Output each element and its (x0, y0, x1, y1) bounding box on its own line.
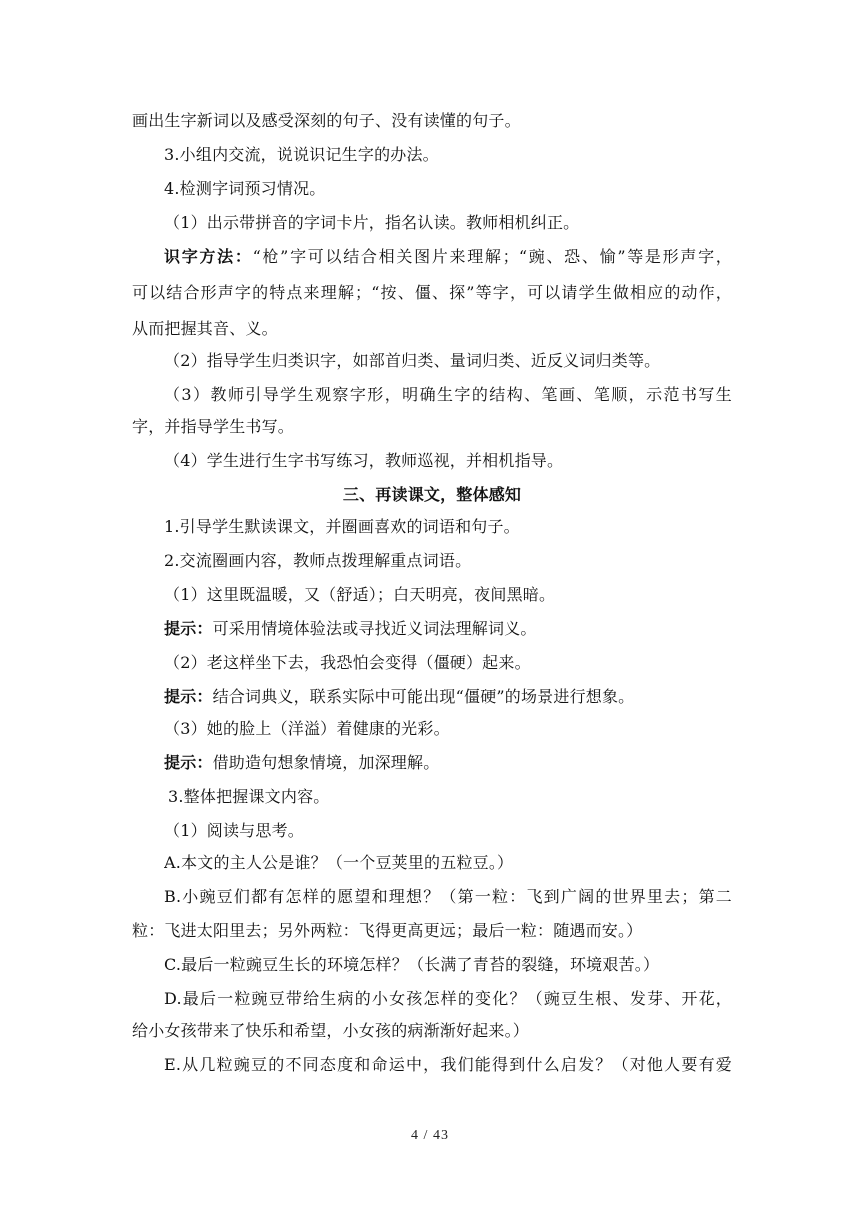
text-line: 画出生字新词以及感受深刻的句子、没有读懂的句子。 (132, 111, 521, 130)
text-line (164, 686, 732, 708)
text-line: （2）老这样坐下去，我恐怕会变得（僵硬）起来。 (164, 653, 531, 672)
hint-label: 提示： (164, 619, 213, 638)
hint-label: 提示： (164, 687, 213, 706)
method-text: “枪”字可以结合相关图片来理解；“豌、恐、愉”等是形声字， (252, 247, 732, 266)
text-line: 4.检测字词预习情况。 (164, 179, 326, 198)
text-line: 3.小组内交流，说说识记生字的办法。 (164, 145, 439, 164)
hint-text: 结合词典义，联系实际中可能出现“僵硬”的场景进行想象。 (212, 687, 635, 706)
text-line: A.本文的主人公是谁？（一个豆荚里的五粒豆。） (164, 853, 514, 872)
section-heading: 三、再读课文，整体感知 (342, 485, 522, 504)
hint-label: 提示： (164, 753, 213, 772)
text-line: E.从几粒豌豆的不同态度和命运中，我们能得到什么启发？（对他人要有爱 (164, 1055, 732, 1074)
text-line: 字，并指导学生书写。 (132, 417, 295, 436)
page-number-footer (0, 1128, 860, 1144)
text-line: 粒：飞进太阳里去；另外两粒：飞得更高更远；最后一粒：随遇而安。） (132, 921, 643, 940)
text-line: 可以结合形声字的特点来理解；“按、僵、探”等字，可以请学生做相应的动作， (132, 283, 732, 302)
text-line: 1.引导学生默读课文，并圈画喜欢的词语和句子。 (164, 517, 520, 536)
total-pages: 43 (432, 1128, 449, 1143)
text-line: 2.交流圈画内容，教师点拨理解重点词语。 (164, 551, 472, 570)
method-label: 识字方法： (164, 247, 253, 266)
text-line: B.小豌豆们都有怎样的愿望和理想？（第一粒：飞到广阔的世界里去；第二 (164, 887, 732, 906)
text-line: （3）她的脸上（洋溢）着健康的光彩。 (164, 719, 450, 738)
page-separator: / (423, 1128, 429, 1143)
text-line: （1）阅读与思考。 (164, 821, 304, 840)
current-page: 4 (411, 1128, 420, 1143)
text-line: 给小女孩带来了快乐和希望，小女孩的病渐渐好起来。） (132, 1021, 530, 1040)
text-line: D.最后一粒豌豆带给生病的小女孩怎样的变化？（豌豆生根、发芽、开花， (164, 989, 732, 1008)
text-line: 从而把握其音、义。 (132, 319, 278, 338)
hint-text: 借助造句想象情境，加深理解。 (212, 753, 440, 772)
text-line: （3）教师引导学生观察字形，明确生字的结构、笔画、笔顺，示范书写生 (164, 385, 732, 404)
text-line: 3.整体把握课文内容。 (168, 787, 330, 806)
text-line: （1）出示带拼音的字词卡片，指名认读。教师相机纠正。 (164, 213, 580, 232)
text-line: （1）这里既温暖，又（舒适）；白天明亮，夜间黑暗。 (164, 585, 556, 604)
text-line (164, 752, 732, 774)
text-line: （2）指导学生归类识字，如部首归类、量词归类、近反义词归类等。 (164, 351, 661, 370)
text-line (164, 618, 732, 640)
hint-text: 可采用情境体验法或寻找近义词法理解词义。 (212, 619, 537, 638)
text-line: （4）学生进行生字书写练习，教师巡视，并相机指导。 (164, 451, 564, 470)
text-line (164, 246, 732, 268)
text-line: C.最后一粒豌豆生长的环境怎样？（长满了青苔的裂缝，环境艰苦。） (164, 955, 660, 974)
